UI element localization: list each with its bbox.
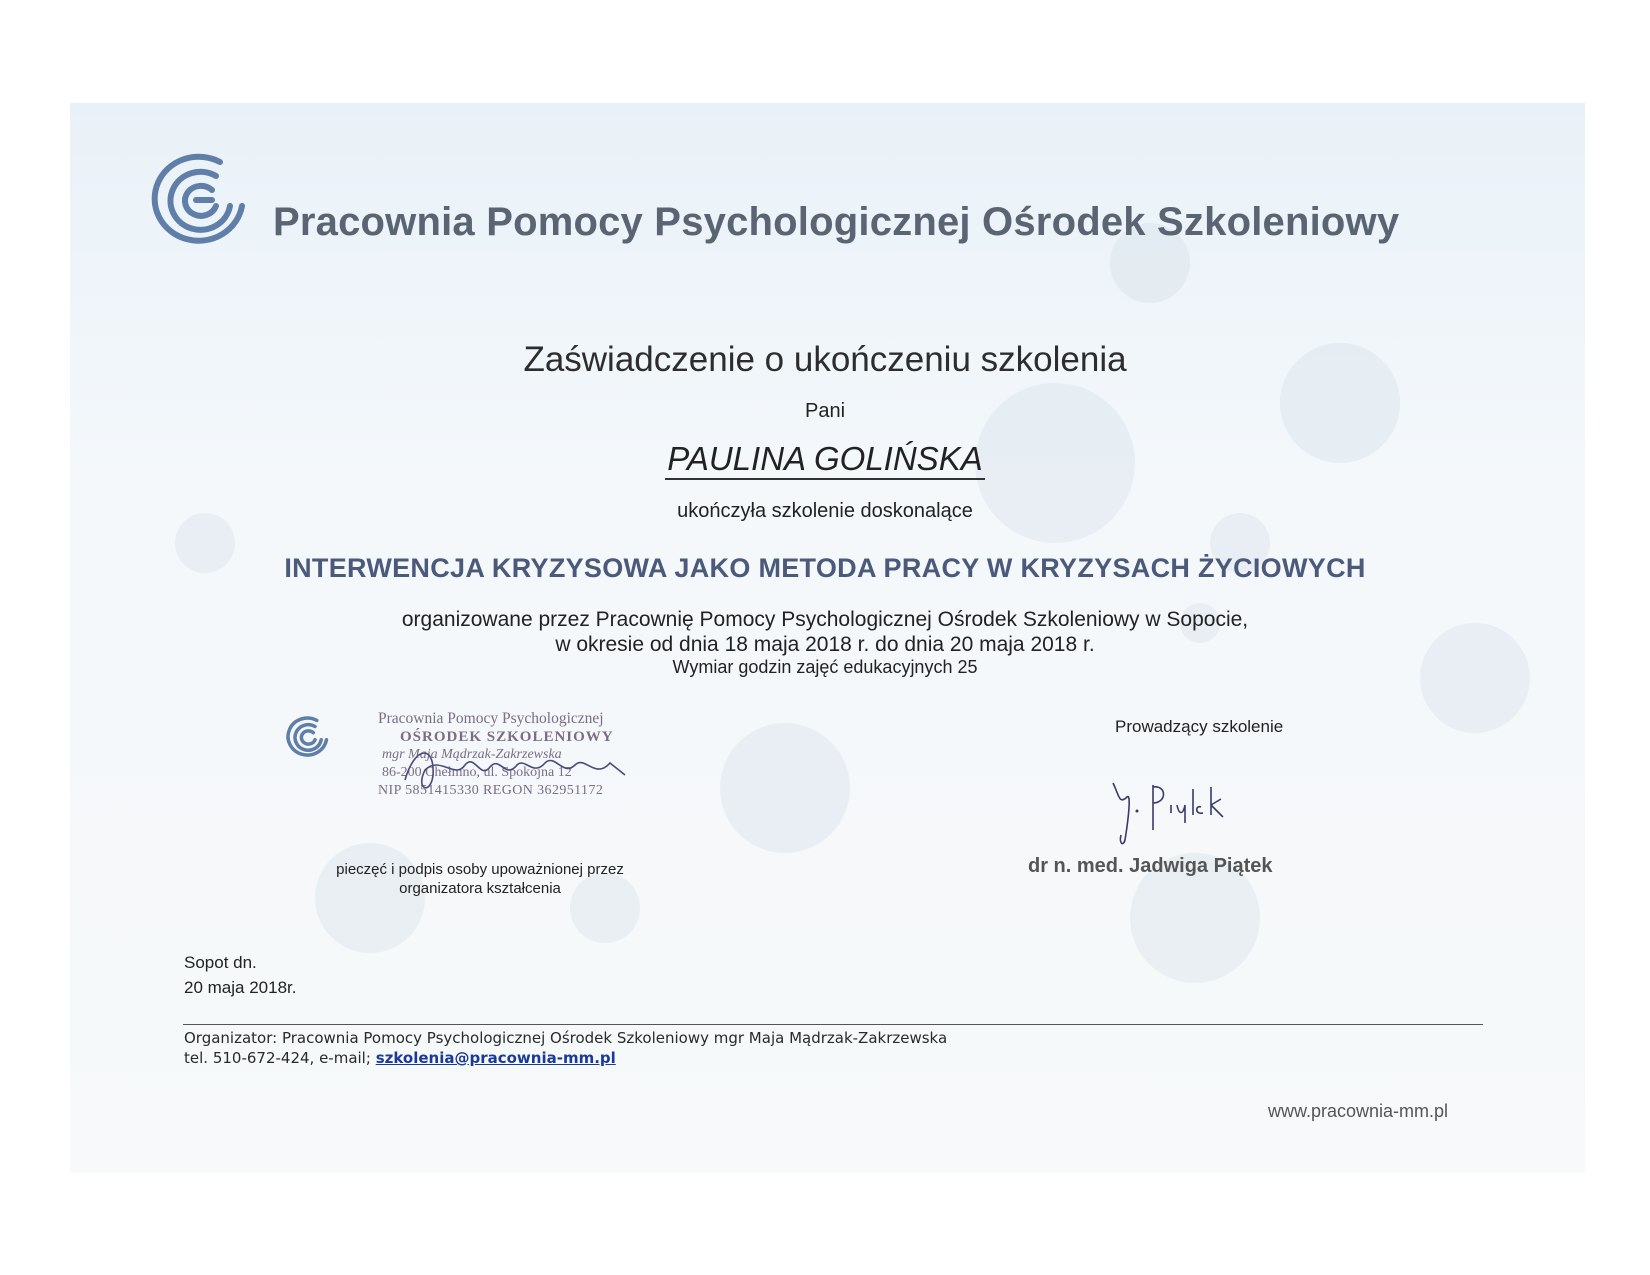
stamp-caption-line-2: organizatora kształcenia	[399, 880, 561, 897]
email-link[interactable]: szkolenia@pracownia-mm.pl	[375, 1049, 616, 1067]
stamp-line-2: OŚRODEK SZKOLENIOWY	[400, 729, 614, 745]
footer-phone: tel. 510-672-424, e-mail;	[184, 1049, 371, 1067]
org-title: Pracownia Pomocy Psychologicznej Ośrodek Szkoleniowy	[273, 200, 1400, 244]
stamp-caption-line-1: pieczęć i podpis osoby upoważnionej przez	[336, 861, 624, 878]
certificate-title: Zaświadczenie o ukończeniu szkolenia	[523, 340, 1127, 379]
place-line: Sopot dn.	[184, 953, 257, 972]
stamp-line-1: Pracownia Pomocy Psychologicznej	[378, 710, 604, 727]
organizer-details	[0, 607, 1650, 657]
stamp-line-5: NIP 5851415330 REGON 362951172	[378, 783, 604, 798]
stamp-line-3: mgr Maja Mądrzak-Zakrzewska	[382, 747, 562, 762]
place-and-date	[184, 950, 296, 1000]
recipient-name	[0, 440, 1650, 478]
trainer-label: Prowadzący szkolenie	[1115, 717, 1284, 736]
organized-by-line: organizowane przez Pracownię Pomocy Psychologicznej Ośrodek Szkoleniowy w Sopocie,	[401, 608, 1249, 631]
org-logo	[150, 150, 250, 245]
trainer-name: dr n. med. Jadwiga Piątek	[1028, 855, 1273, 877]
course-title: INTERWENCJA KRYZYSOWA JAKO METODA PRACY W KRYZYSACH ŻYCIOWYCH	[284, 553, 1366, 583]
footer-contact	[184, 1048, 947, 1068]
recipient-name-text: PAULINA GOLIŃSKA	[665, 440, 984, 480]
trainer-signature	[1105, 775, 1235, 850]
salutation: Pani	[804, 400, 846, 422]
completion-text: ukończyła szkolenie doskonalące	[677, 500, 973, 522]
stamp-logo-icon	[286, 715, 330, 757]
period-line: w okresie od dnia 18 maja 2018 r. do dnia 20 maja 2018 r.	[555, 633, 1095, 656]
website-link[interactable]: www.pracownia-mm.pl	[1268, 1101, 1449, 1121]
hours-line: Wymiar godzin zajęć edukacyjnych 25	[672, 657, 978, 677]
stamp-caption	[320, 860, 640, 898]
footer	[184, 1028, 947, 1068]
date-line: 20 maja 2018r.	[184, 978, 297, 997]
stamp-line-4: 86-200 Chełmno, ul. Spokojna 12	[382, 765, 572, 780]
footer-divider	[183, 1024, 1483, 1025]
footer-organizer: Organizator: Pracownia Pomocy Psychologicznej Ośrodek Szkoleniowy mgr Maja Mądrzak-Zakrzewska	[184, 1029, 948, 1047]
authorized-signature	[395, 735, 635, 805]
